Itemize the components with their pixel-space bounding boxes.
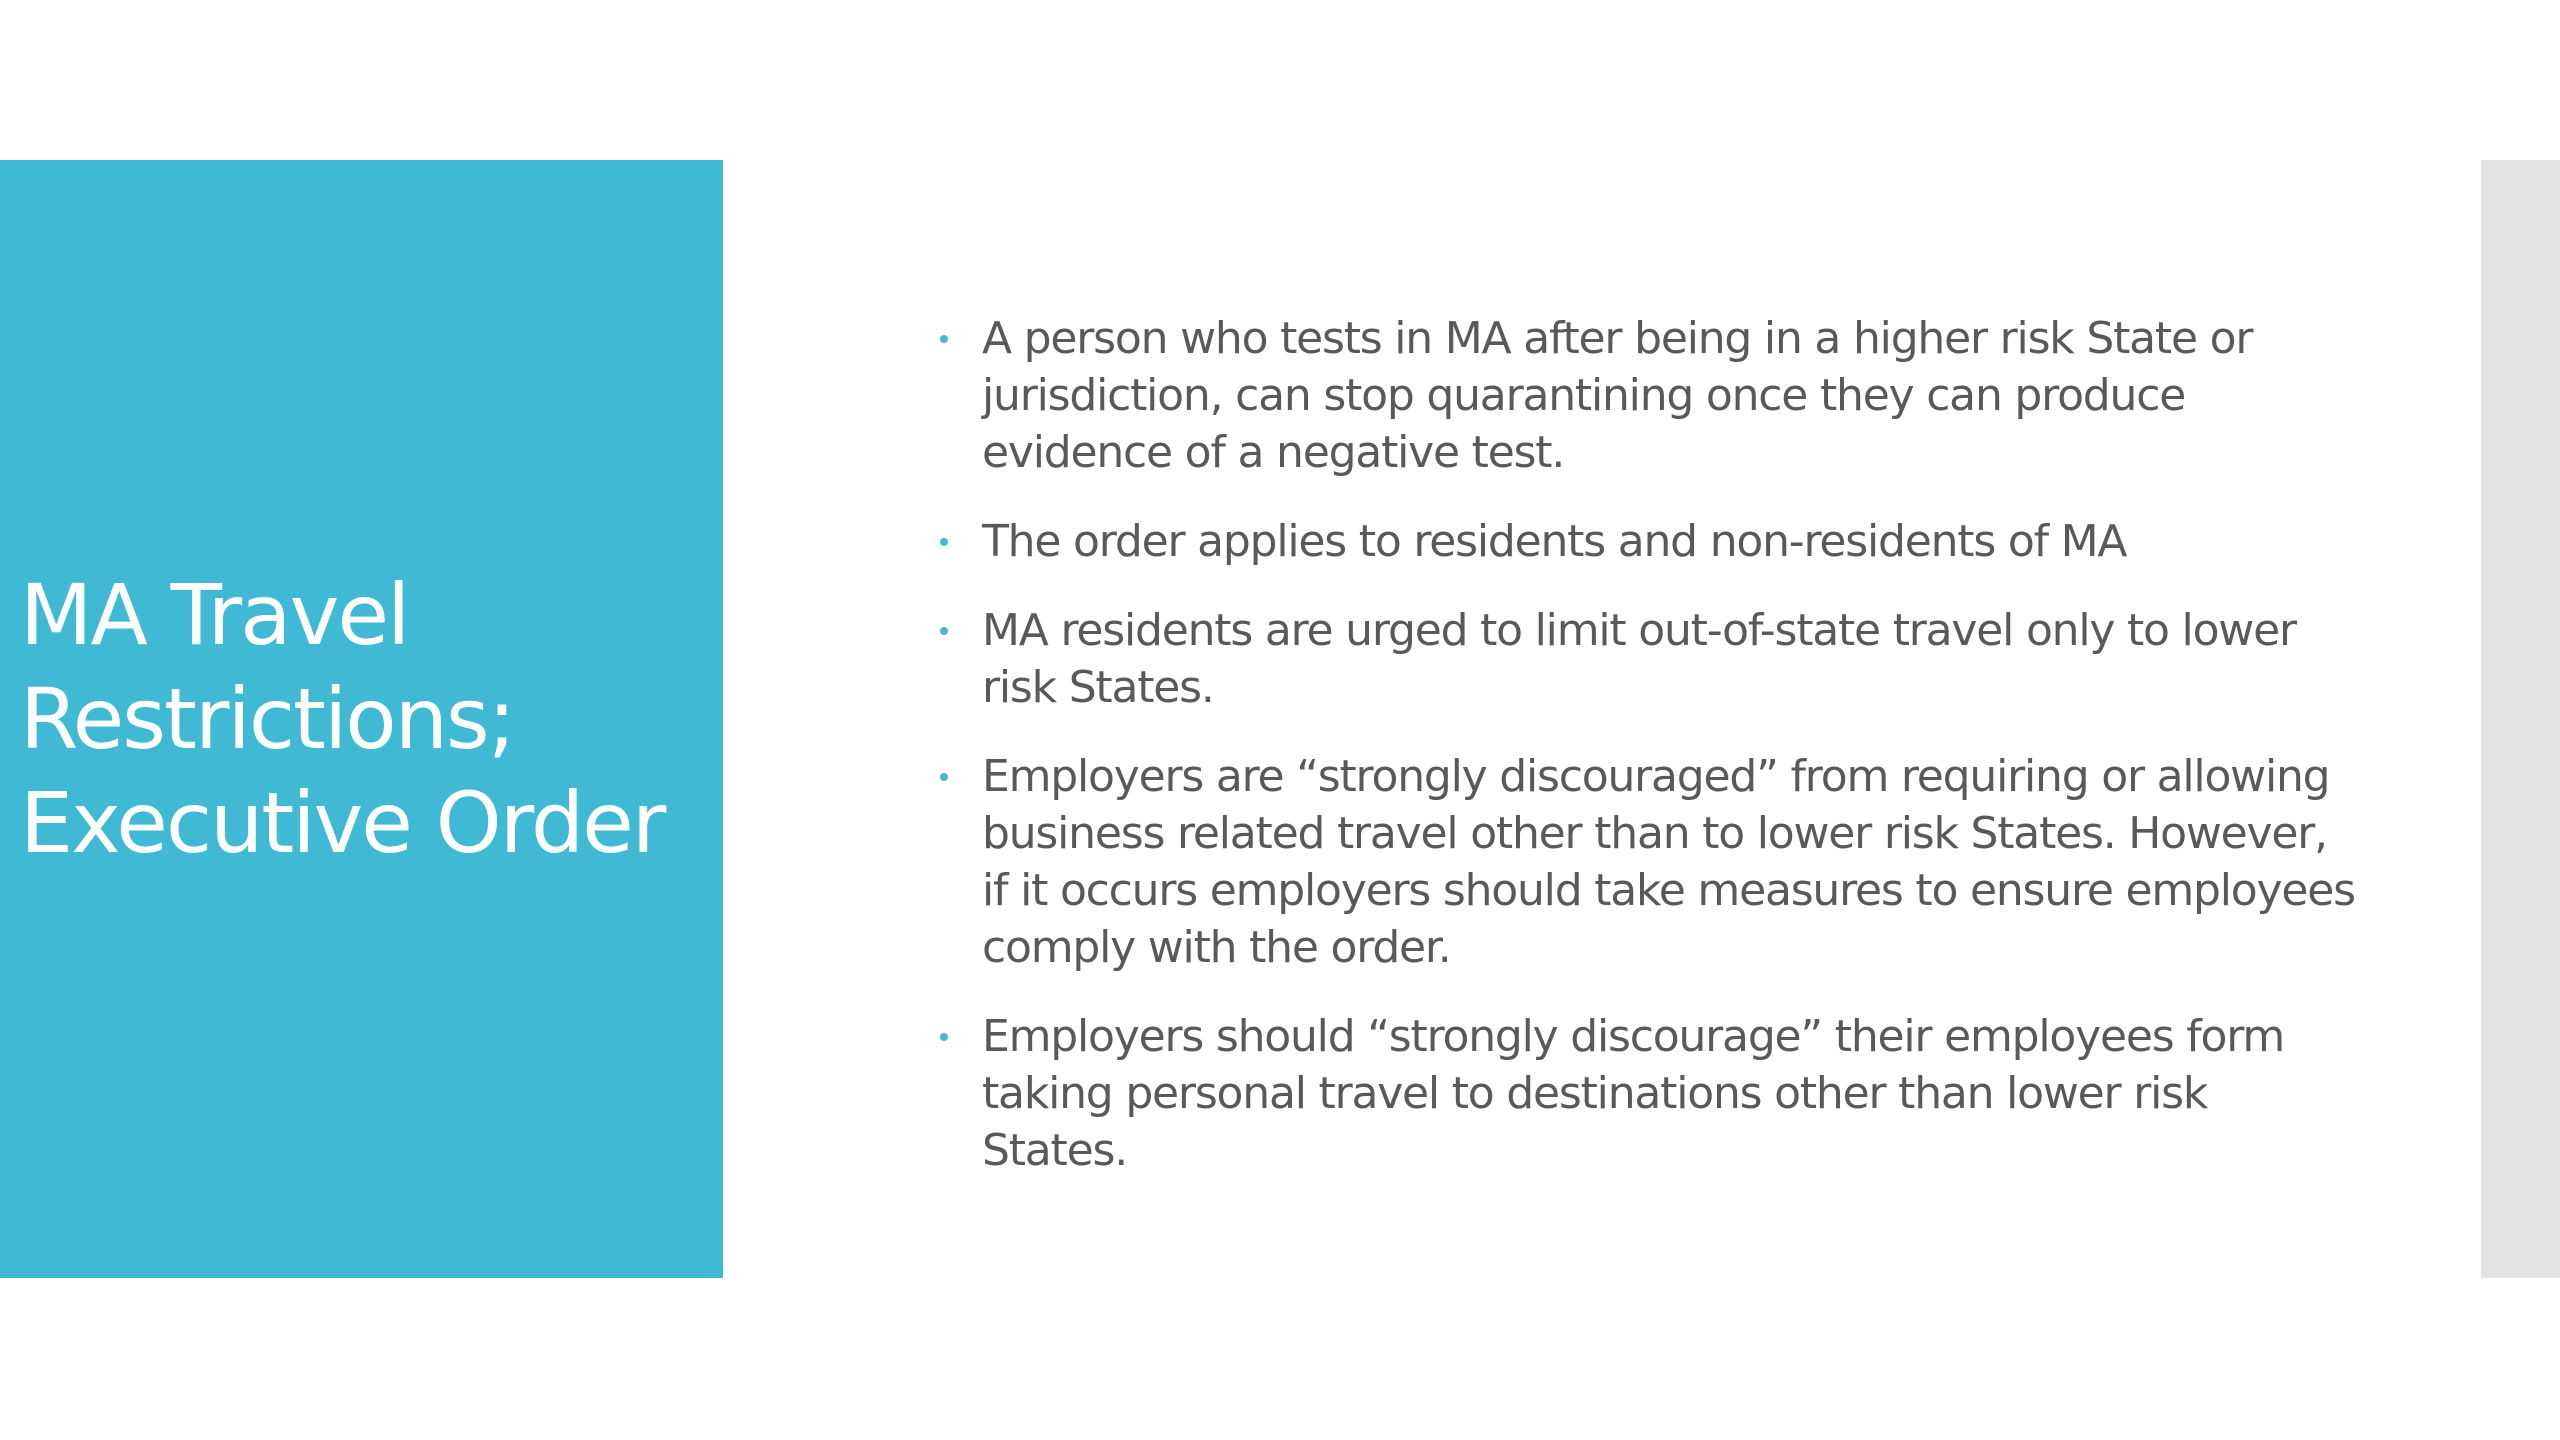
bullet-dot-icon (940, 627, 948, 635)
bullet-item (940, 1008, 2360, 1179)
bullet-item (940, 310, 2360, 481)
bullet-item (940, 513, 2360, 570)
bullet-item (940, 602, 2360, 716)
bullet-text: Employers are “strongly discouraged” from requiring or allowing business related travel other than to lower risk States. However, if it occurs employers should take measures to ensure employees comply with the order. (982, 751, 2355, 973)
right-side-strip (2481, 160, 2560, 1278)
slide-content (940, 310, 2360, 1211)
bullet-text: MA residents are urged to limit out-of-state travel only to lower risk States. (982, 605, 2296, 713)
bullet-text: A person who tests in MA after being in a higher risk State or jurisdiction, can stop quarantining once they can produce evidence of a negative test. (982, 313, 2253, 478)
bullet-dot-icon (940, 1033, 948, 1041)
bullet-dot-icon (940, 335, 948, 343)
slide-title: MA Travel Restrictions; Executive Order (20, 566, 665, 872)
bullet-list (940, 310, 2360, 1179)
bullet-text: The order applies to residents and non-residents of MA (982, 516, 2127, 567)
title-panel (0, 160, 723, 1278)
bullet-item (940, 748, 2360, 976)
bullet-text: Employers should “strongly discourage” their employees form taking personal travel to destinations other than lower risk States. (982, 1011, 2284, 1176)
bullet-dot-icon (940, 538, 948, 546)
bullet-dot-icon (940, 773, 948, 781)
